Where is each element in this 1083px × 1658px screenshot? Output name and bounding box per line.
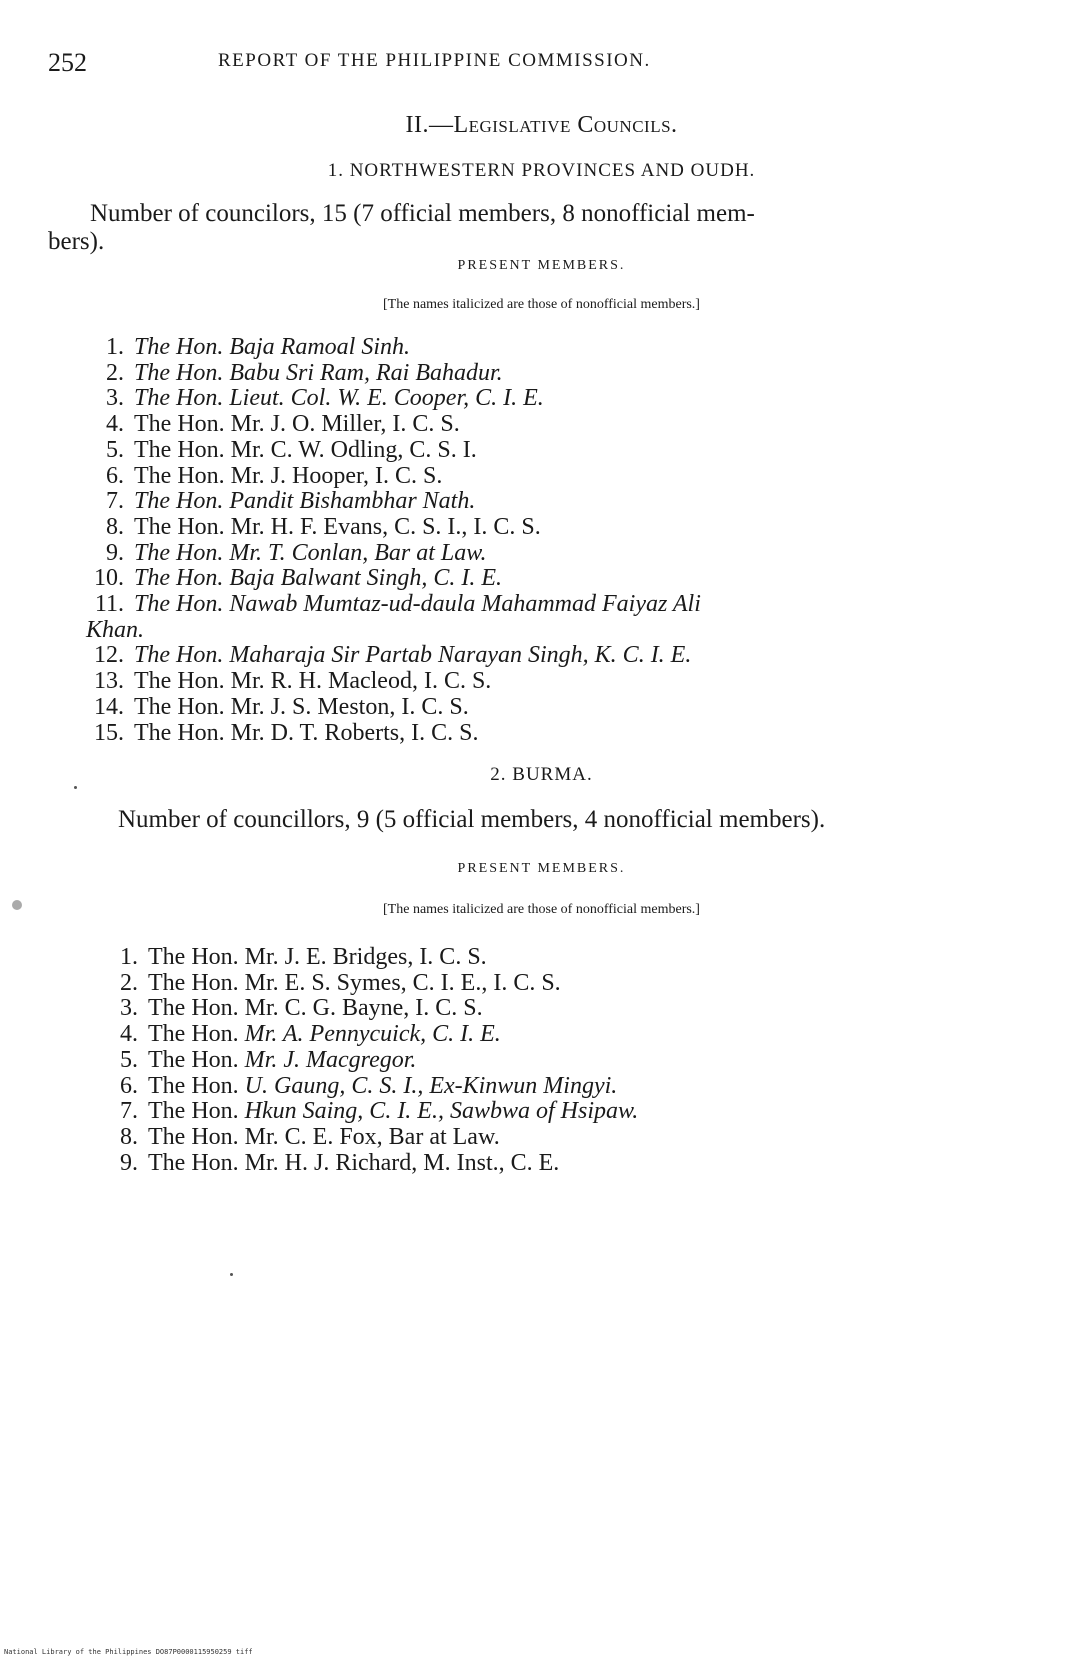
member-name-italic: U. Gaung, C. S. I., Ex-Kinwun Mingyi. xyxy=(244,1072,618,1099)
member-name-italic: The Hon. Maharaja Sir Partab Narayan Singh, K. C. I. E. xyxy=(134,642,692,669)
member-entry xyxy=(88,360,503,386)
member-number: 2. xyxy=(120,969,138,996)
member-entry xyxy=(104,944,487,970)
scan-footer: National Library of the Philippines DO87P0000115950259 tiff xyxy=(4,1648,253,1656)
member-name: The Hon. xyxy=(148,1072,245,1099)
member-entry xyxy=(104,1150,559,1176)
member-entry xyxy=(88,385,544,411)
member-entry xyxy=(88,694,469,720)
burma-heading: 2. BURMA. xyxy=(490,764,593,785)
section-title: II.—Legislative Councils. xyxy=(405,112,678,138)
member-number: 3. xyxy=(106,385,124,412)
member-number: 12. xyxy=(94,642,124,669)
member-entry xyxy=(104,970,561,996)
member-number: 14. xyxy=(94,693,124,720)
member-number: 4. xyxy=(106,411,124,438)
member-entry xyxy=(88,642,691,668)
burma-note: [The names italicized are those of nonofficial members.] xyxy=(383,902,700,917)
member-entry xyxy=(104,1047,416,1073)
member-number: 6. xyxy=(106,462,124,489)
nwp-heading: 1. NORTHWESTERN PROVINCES AND OUDH. xyxy=(327,160,756,181)
nwp-present-label: PRESENT MEMBERS. xyxy=(457,258,626,273)
member-number: 8. xyxy=(106,513,124,540)
member-entry xyxy=(104,1124,500,1150)
member-number: 13. xyxy=(94,668,124,695)
running-title: REPORT OF THE PHILIPPINE COMMISSION. xyxy=(218,50,651,71)
member-number: 1. xyxy=(106,334,124,360)
scan-speck xyxy=(74,786,77,789)
member-name: The Hon. Mr. J. S. Meston, I. C. S. xyxy=(134,693,469,720)
member-number: 5. xyxy=(106,436,124,463)
member-name: The Hon. xyxy=(148,1021,245,1048)
member-entry xyxy=(88,334,410,360)
member-name: The Hon. xyxy=(148,1098,245,1125)
member-name: The Hon. Mr. E. S. Symes, C. I. E., I. C. S. xyxy=(148,969,561,996)
member-name-italic: The Hon. Mr. T. Conlan, Bar at Law. xyxy=(134,539,487,566)
member-name-italic: The Hon. Baja Balwant Singh, C. I. E. xyxy=(134,565,502,592)
member-number: 9. xyxy=(106,539,124,566)
member-entry xyxy=(88,411,460,437)
member-number: 7. xyxy=(120,1098,138,1125)
member-number: 6. xyxy=(120,1072,138,1099)
member-name: The Hon. Mr. D. T. Roberts, I. C. S. xyxy=(134,719,479,746)
member-entry xyxy=(104,1021,501,1047)
member-name-italic: Mr. J. Macgregor. xyxy=(244,1046,417,1073)
member-name: The Hon. Mr. C. G. Bayne, I. C. S. xyxy=(148,995,483,1022)
member-name: The Hon. Mr. J. O. Miller, I. C. S. xyxy=(134,411,460,438)
member-name: The Hon. Mr. C. E. Fox, Bar at Law. xyxy=(148,1123,500,1150)
member-number: 3. xyxy=(120,995,138,1022)
scan-speck xyxy=(230,1273,233,1276)
member-entry xyxy=(88,488,475,514)
member-number: 10. xyxy=(94,565,124,592)
member-name: The Hon. Mr. R. H. Macleod, I. C. S. xyxy=(134,668,492,695)
member-entry xyxy=(88,463,442,489)
member-entry xyxy=(88,668,491,694)
member-number: 8. xyxy=(120,1123,138,1150)
member-entry xyxy=(104,1098,638,1124)
member-number: 4. xyxy=(120,1021,138,1048)
member-entry xyxy=(104,1073,617,1099)
page-number: 252 xyxy=(48,48,87,77)
member-name: The Hon. Mr. J. Hooper, I. C. S. xyxy=(134,462,443,489)
member-name-italic: The Hon. Pandit Bishambhar Nath. xyxy=(134,488,476,515)
member-number: 5. xyxy=(120,1046,138,1073)
member-number: 1. xyxy=(120,944,138,970)
scan-speck xyxy=(12,900,22,910)
member-entry xyxy=(86,617,144,643)
member-entry xyxy=(88,540,487,566)
nwp-count-line-2: bers). xyxy=(48,228,105,255)
member-entry xyxy=(88,437,477,463)
burma-count-line: Number of councillors, 9 (5 official members, 4 nonofficial members). xyxy=(118,806,826,833)
nwp-note: [The names italicized are those of nonofficial members.] xyxy=(383,297,700,312)
member-name-italic: Khan. xyxy=(86,616,145,643)
member-entry xyxy=(88,565,502,591)
member-number: 2. xyxy=(106,359,124,386)
member-name: The Hon. Mr. H. J. Richard, M. Inst., C. E. xyxy=(148,1149,560,1176)
member-entry xyxy=(104,995,483,1021)
member-name-italic: The Hon. Babu Sri Ram, Rai Bahadur. xyxy=(134,359,503,386)
member-name-italic: Mr. A. Pennycuick, C. I. E. xyxy=(244,1021,501,1048)
member-number: 7. xyxy=(106,488,124,515)
burma-present-label: PRESENT MEMBERS. xyxy=(457,861,626,876)
member-name: The Hon. xyxy=(148,1046,245,1073)
member-name: The Hon. Mr. C. W. Odling, C. S. I. xyxy=(134,436,477,463)
member-entry xyxy=(88,591,701,617)
nwp-count-line-1: Number of councilors, 15 (7 official members, 8 nonofficial mem- xyxy=(90,200,755,227)
member-name-italic: The Hon. Lieut. Col. W. E. Cooper, C. I. E. xyxy=(134,385,544,412)
member-number: 11. xyxy=(94,591,124,617)
member-name-italic: The Hon. Nawab Mumtaz-ud-daula Mahammad Faiyaz Ali xyxy=(134,591,701,617)
member-name-italic: The Hon. Baja Ramoal Sinh. xyxy=(134,334,410,360)
member-entry xyxy=(88,720,478,746)
member-entry xyxy=(88,514,541,540)
member-number: 9. xyxy=(120,1149,138,1176)
member-name-italic: Hkun Saing, C. I. E., Sawbwa of Hsipaw. xyxy=(244,1098,639,1125)
member-number: 15. xyxy=(94,719,124,746)
member-name: The Hon. Mr. J. E. Bridges, I. C. S. xyxy=(148,944,487,970)
member-name: The Hon. Mr. H. F. Evans, C. S. I., I. C. S. xyxy=(134,513,541,540)
